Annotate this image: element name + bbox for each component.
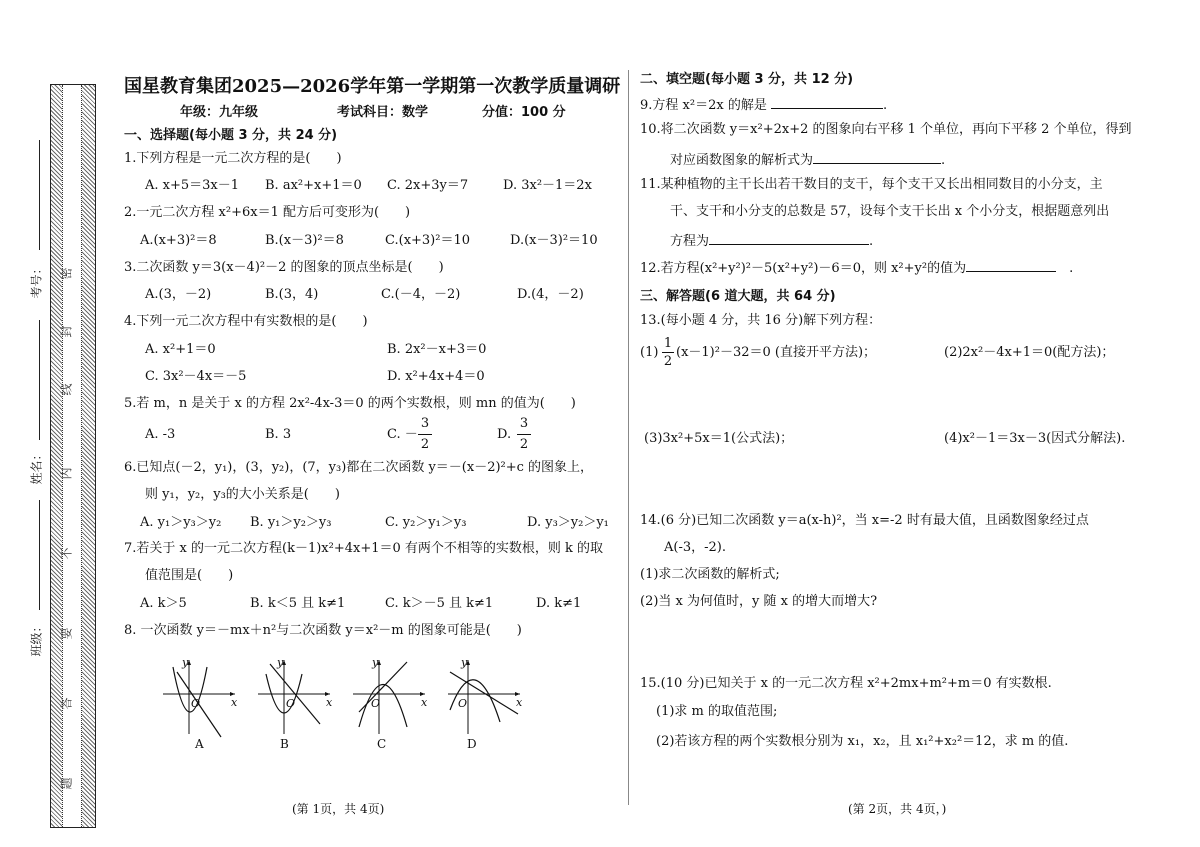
graph-a-y: y [182,656,189,669]
q11-stem-cont: 干、支干和小分支的总数是 57，设每个支干长出 x 个小分支，根据题意列出 [670,204,1110,219]
q5-c-frac-bar [418,434,432,435]
strip-char: 不 [59,547,74,560]
binding-strip [50,84,96,828]
q8-stem: 8. 一次函数 y＝－mx＋n²与二次函数 y＝x²－m 的图象可能是( ) [124,623,522,638]
q7-stem-cont: 值范围是( ) [145,568,234,583]
q2-option-a: A.(x+3)²＝8 [140,233,217,248]
q15-stem: 15.(10 分)已知关于 x 的一元二次方程 x²+2mx+m²+m＝0 有实数根. [640,676,1052,691]
q7-stem: 7.若关于 x 的一元二次方程(k－1)x²+4x+1＝0 有两个不相等的实数根，则 k 的取 [124,541,604,556]
class-line [39,500,40,610]
graph-d-label: D [467,737,477,751]
page2-footer: (第 2页，共 4页，) [848,802,947,816]
q13-2: (2)2x²－4x+1＝0(配方法)； [944,345,1115,360]
strip-char: 答 [59,697,74,710]
strip-char: 线 [59,383,74,396]
q7-option-d: D. k≠1 [536,596,582,611]
section1-heading: 一、选择题(每小题 3 分，共 24 分) [124,128,338,143]
q1-option-a: A. x+5＝3x－1 [145,178,240,193]
graph-b-label: B [280,737,289,751]
graph-d [448,656,523,751]
q13-1-prefix: (1) [640,345,659,360]
page-divider [628,70,629,805]
graph-c-x: x [421,696,428,709]
q4-stem: 4.下列一元二次方程中有实数根的是( ) [124,314,368,329]
q13-1-rest: (x－1)²－32＝0 (直接开平方法)； [676,345,877,360]
q7-option-b: B. k＜5 且 k≠1 [250,596,346,611]
q10-stem: 10.将二次函数 y＝x²+2x+2 的图象向右平移 1 个单位，再向下平移 2 个单位，得到 [640,122,1132,137]
q14-point: A(-3，-2). [664,540,726,555]
graph-c-origin: O [371,697,381,710]
graph-c [353,656,428,751]
q8-graphs [155,652,535,757]
q14-part1: (1)求二次函数的解析式; [640,567,780,582]
q9-stem: 9.方程 x²＝2x 的解是 . [640,95,887,114]
exam-title: 国星教育集团2025—2026学年第一学期第一次教学质量调研 [124,76,621,97]
q11-stem-cont2: 方程为 . [670,231,873,250]
q6-stem-cont: 则 y₁，y₂，y₃的大小关系是( ) [145,487,340,502]
q13-stem: 13.(每小题 4 分，共 16 分)解下列方程： [640,313,882,328]
q6-option-d: D. y₃＞y₂＞y₁ [527,515,609,530]
graph-a [163,656,238,751]
q5-c-frac-den: 2 [420,437,430,452]
q2-option-c: C.(x+3)²＝10 [385,233,471,248]
q7-option-c: C. k＞－5 且 k≠1 [385,596,494,611]
q4-option-a: A. x²+1＝0 [145,342,216,357]
graph-b-x: x [326,696,333,709]
q5-c-frac-num: 3 [420,416,430,431]
q6-option-a: A. y₁＞y₃＞y₂ [140,515,222,530]
graph-d-origin: O [458,697,468,710]
q5-option-c: C. － [387,427,418,442]
q2-option-b: B.(x－3)²＝8 [265,233,344,248]
q5-option-d: D. [497,427,512,442]
q1-option-b: B. ax²+x+1＝0 [265,178,362,193]
graph-b-origin: O [286,697,296,710]
q10-stem-cont: 对应函数图象的解析式为 . [670,150,945,169]
strip-char: 密 [59,267,74,280]
q13-1-frac-bar [662,352,674,353]
graph-d-x: x [516,696,523,709]
graph-a-origin: O [191,697,201,710]
q5-d-frac-bar [517,434,531,435]
examno-line [39,140,40,250]
q5-stem: 5.若 m，n 是关于 x 的方程 2x²-4x-3＝0 的两个实数根，则 mn 的值为( ) [124,396,576,411]
q14-part2: (2)当 x 为何值时，y 随 x 的增大而增大? [640,594,878,609]
q4-option-c: C. 3x²－4x＝－5 [145,369,247,384]
graph-b-y: y [277,656,284,669]
q5-d-frac-num: 3 [519,416,529,431]
q15-part2: (2)若该方程的两个实数根分别为 x₁，x₂，且 x₁²+x₂²＝12，求 m 的值. [656,734,1069,749]
q4-option-d: D. x²+4x+4＝0 [387,369,485,384]
subject-label: 考试科目：数学 [337,105,429,120]
q6-stem: 6.已知点(－2，y₁)，(3，y₂)，(7，y₃)都在二次函数 y＝－(x－2)²+c 的图象上， [124,460,594,475]
graph-d-y: y [461,656,468,669]
q13-1-frac-num: 1 [663,336,673,351]
strip-char: 题 [59,777,74,790]
q13-4: (4)x²－1＝3x－3(因式分解法). [944,431,1126,446]
q5-option-b: B. 3 [265,427,292,442]
q3-option-c: C.(－4，－2) [381,287,461,302]
graph-c-label: C [377,737,387,751]
q6-option-c: C. y₂＞y₁＞y₃ [385,515,467,530]
strip-char: 内 [59,467,74,480]
score-label: 分值：100 分 [482,105,566,120]
q13-3: (3)3x²+5x＝1(公式法)； [644,431,794,446]
graph-c-y: y [372,656,379,669]
examno-label: 考号： [29,262,44,299]
q1-stem: 1.下列方程是一元二次方程的是( ) [124,151,342,166]
q11-stem: 11.某种植物的主干长出若干数目的支干，每个支干又长出相同数目的小分支，主 [640,177,1103,192]
q3-option-a: A.(3，－2) [145,287,212,302]
q3-option-b: B.(3，4) [265,287,319,302]
q15-part1: (1)求 m 的取值范围; [656,704,778,719]
graph-b [258,656,333,751]
q1-option-d: D. 3x²－1＝2x [503,178,592,193]
q5-option-a: A. -3 [145,427,176,442]
q3-stem: 3.二次函数 y＝3(x－4)²－2 的图象的顶点坐标是( ) [124,260,444,275]
page1-footer: (第 1页，共 4页) [292,802,385,816]
q13-1-frac-den: 2 [663,354,673,369]
name-label: 姓名： [29,448,44,485]
name-line [39,320,40,440]
strip-char: 封 [59,325,74,338]
q12-stem: 12.若方程(x²+y²)²－5(x²+y²)－6＝0，则 x²+y²的值为 . [640,258,1073,277]
grade-label: 年级：九年级 [180,105,259,120]
graph-a-x: x [231,696,238,709]
q2-option-d: D.(x－3)²＝10 [510,233,598,248]
class-label: 班级： [29,620,44,657]
q7-option-a: A. k＞5 [140,596,187,611]
section2-heading: 二、填空题(每小题 3 分，共 12 分) [640,72,854,87]
q6-option-b: B. y₁＞y₂＞y₃ [250,515,332,530]
binding-strip-inner [59,85,82,827]
q1-option-c: C. 2x+3y＝7 [387,178,469,193]
q2-stem: 2.一元二次方程 x²+6x＝1 配方后可变形为( ) [124,205,411,220]
q3-option-d: D.(4，－2) [517,287,584,302]
q5-d-frac-den: 2 [519,437,529,452]
q14-stem: 14.(6 分)已知二次函数 y＝a(x-h)²，当 x=-2 时有最大值，且函数图象经过点 [640,513,1089,528]
section3-heading: 三、解答题(6 道大题，共 64 分) [640,289,836,304]
q4-option-b: B. 2x²－x+3＝0 [387,342,487,357]
strip-char: 要 [59,627,74,640]
graph-a-label: A [195,737,204,751]
